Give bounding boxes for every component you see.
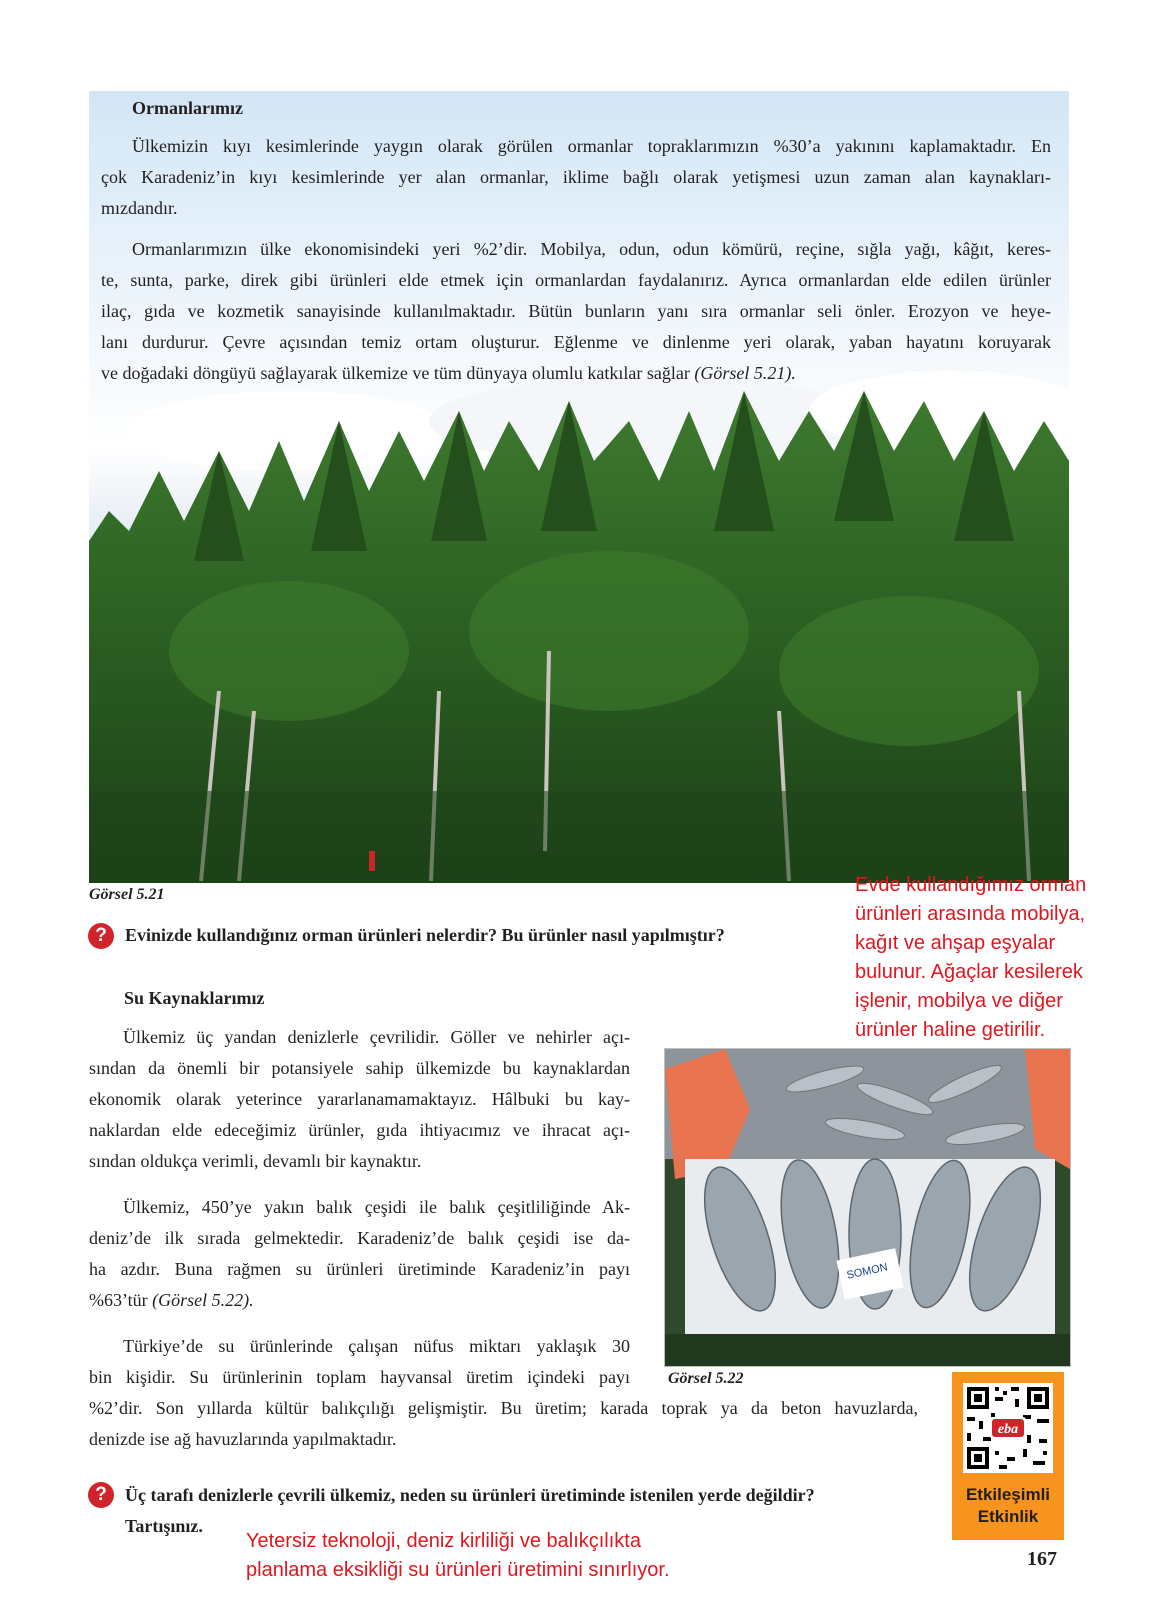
text-span: ve doğadaki döngüyü sağlayarak ülkemize ve tüm dünyaya olumlu katkılar sağlar	[101, 363, 690, 383]
text-line: ha azdır. Buna rağmen su ürünleri üretiminde Karadeniz’in payı	[89, 1259, 630, 1279]
answer-1	[855, 871, 1145, 1045]
figure-caption-5-21: Görsel 5.21	[89, 886, 165, 903]
text-line: ilaç, gıda ve kozmetik sanayisinde kullanılmaktadır. Bütün bunların yanı sıra ormanlar seli önler. Erozyon ve heye-	[101, 301, 1051, 321]
answer-line: Evde kullandığımız orman	[855, 874, 1087, 896]
water-paragraph-1	[89, 1022, 630, 1177]
text-line: naklardan elde edeceğimiz ürünler, gıda ihtiyacımız ve ihracat açı-	[89, 1120, 630, 1140]
qr-label	[952, 1484, 1064, 1528]
water-heading: Su Kaynaklarımız	[124, 988, 265, 1008]
text-line: deniz’de ilk sırada gelmektedir. Karadeniz’de balık çeşidi ise da-	[89, 1228, 630, 1248]
page-number: 167	[1027, 1548, 1057, 1570]
interactive-activity-qr[interactable]	[952, 1372, 1064, 1540]
text-span: %63’tür	[89, 1290, 148, 1310]
water-paragraph-2	[89, 1192, 630, 1316]
question-2-line-1: Üç tarafı denizlerle çevrili ülkemiz, neden su ürünleri üretiminde istenilen yerde değildir?	[125, 1485, 815, 1505]
water-paragraph-3b	[89, 1393, 918, 1455]
qr-code-icon	[963, 1383, 1053, 1473]
water-paragraph-3a	[89, 1331, 630, 1393]
text-line: %2’dir. Son yıllarda kültür balıkçılığı gelişmiştir. Bu üretim; karada toprak ya da beton havuzlarda,	[89, 1398, 918, 1418]
question-1-text: Evinizde kullandığınız orman ürünleri nelerdir? Bu ürünler nasıl yapılmıştır?	[125, 925, 725, 945]
price-tag: SOMON	[845, 1261, 889, 1282]
question-2-line-2: Tartışınız.	[125, 1516, 203, 1536]
forest-paragraph-2	[101, 234, 1051, 389]
answer-line: Yetersiz teknoloji, deniz kirliliği ve balıkçılıkta	[246, 1530, 641, 1552]
answer-2	[246, 1527, 670, 1585]
answer-line: bulunur. Ağaçlar kesilerek	[855, 961, 1083, 983]
qr-label-line: Etkinlik	[977, 1507, 1039, 1526]
figure-caption-5-22: Görsel 5.22	[668, 1370, 744, 1387]
text-line: lanı durdurur. Çevre açısından temiz ortam oluşturur. Eğlenme ve dinlenme yeri olarak, yaban hayatını koruyarak	[101, 332, 1051, 352]
text-line: sından oldukça verimli, devamlı bir kaynaktır.	[89, 1151, 422, 1171]
text-line: çok Karadeniz’in kıyı kesimlerinde yer alan ormanlar, iklime bağlı olarak yetişmesi uzun zaman alan kaynakları-	[101, 167, 1051, 187]
answer-line: ürünleri arasında mobilya,	[855, 903, 1086, 925]
text-line: ekonomik olarak yeterince yararlanamamaktayız. Hâlbuki bu kay-	[89, 1089, 630, 1109]
text-line: Türkiye’de su ürünlerinde çalışan nüfus miktarı yaklaşık 30	[123, 1336, 630, 1356]
text-line: sından da önemli bir potansiyele sahip ülkemizde bu kaynaklardan	[89, 1058, 630, 1078]
forest-heading: Ormanlarımız	[132, 98, 243, 118]
text-line: bin kişidir. Su ürünlerinin toplam hayvansal üretim içindeki payı	[89, 1367, 630, 1387]
answer-line: kağıt ve ahşap eşyalar	[855, 932, 1056, 954]
text-line	[101, 358, 1051, 389]
qr-label-line: Etkileşimli	[965, 1485, 1051, 1504]
figure-reference: (Görsel 5.22).	[152, 1290, 254, 1310]
fish-photo	[664, 1048, 1071, 1367]
eba-logo: eba	[997, 1422, 1019, 1437]
text-line: mızdandır.	[101, 198, 178, 218]
fish-illustration	[665, 1049, 1070, 1366]
answer-line: ürünler haline getirilir.	[855, 1019, 1046, 1041]
text-line: denizde ise ağ havuzlarında yapılmaktadır.	[89, 1429, 397, 1449]
answer-line: işlenir, mobilya ve diğer	[855, 990, 1063, 1012]
text-line: Ülkemizin kıyı kesimlerinde yaygın olarak görülen ormanlar topraklarımızın %30’a yakınını kaplamaktadır. En	[132, 136, 1051, 156]
text-line: Ülkemiz, 450’ye yakın balık çeşidi ile balık çeşitliliğinde Ak-	[123, 1197, 630, 1217]
text-line: Ülkemiz üç yandan denizlerle çevrilidir. Göller ve nehirler açı-	[123, 1027, 630, 1047]
text-line: te, sunta, parke, direk gibi ürünleri elde etmek için ormanlardan faydalanırız. Ayrıca ormanlardan elde edilen ürünler	[101, 270, 1051, 290]
question-icon: ?	[88, 1482, 114, 1508]
qr-code[interactable]	[963, 1383, 1053, 1473]
question-icon: ?	[88, 923, 114, 949]
forest-paragraph-1	[101, 131, 1051, 224]
figure-reference: (Görsel 5.21).	[694, 363, 796, 383]
answer-line: planlama eksikliği su ürünleri üretimini sınırlıyor.	[246, 1559, 670, 1581]
text-line: Ormanlarımızın ülke ekonomisindeki yeri %2’dir. Mobilya, odun, odun kömürü, reçine, sığla yağı, kâğıt, keres-	[132, 239, 1051, 259]
text-line	[89, 1285, 630, 1316]
forest-section	[89, 91, 1069, 883]
